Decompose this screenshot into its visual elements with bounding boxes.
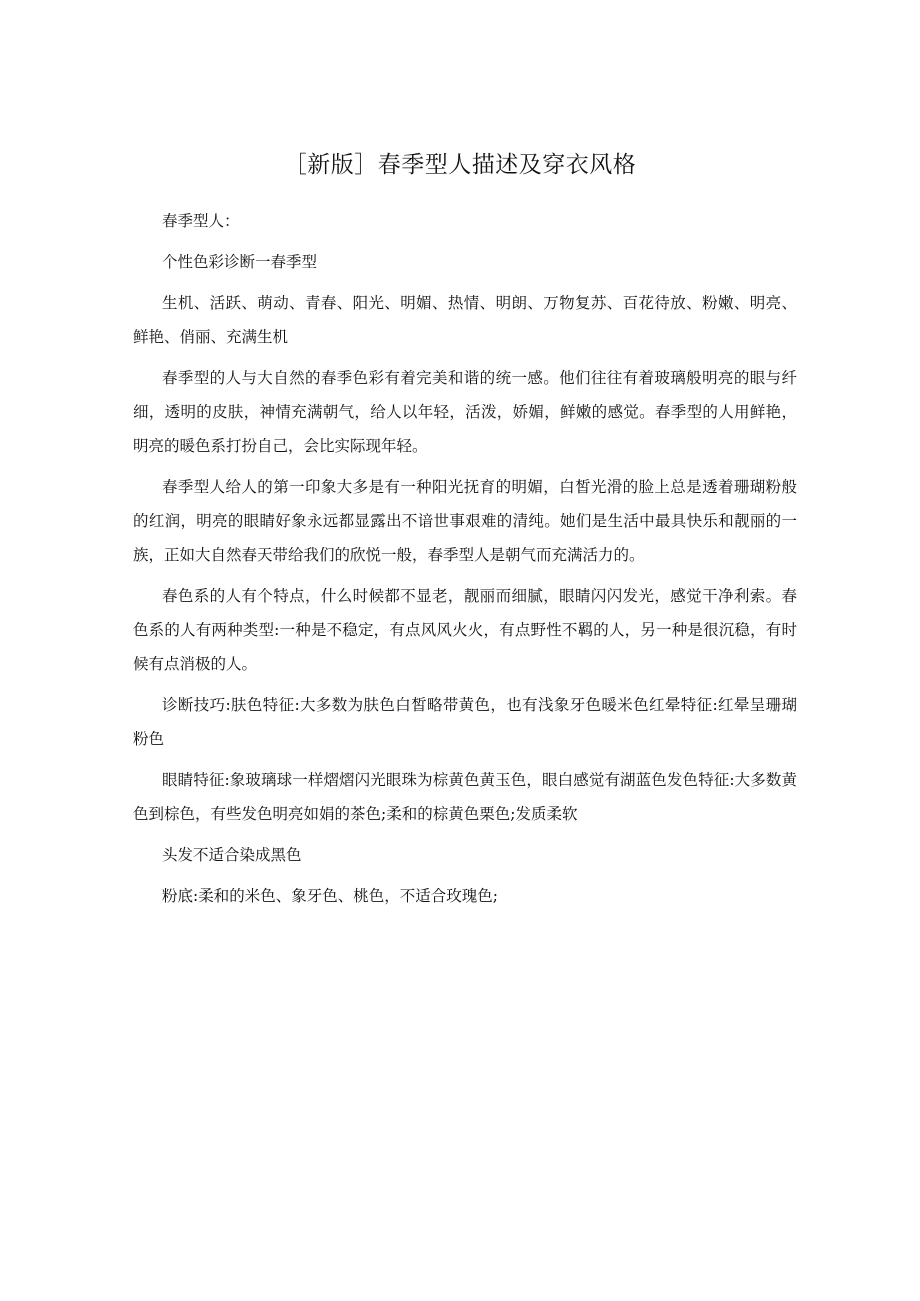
- paragraph-first-impression: 春季型人给人的第一印象大多是有一种阳光抚育的明媚，白皙光滑的脸上总是透着珊瑚粉般的红润，明亮的眼睛好象永远都显露出不谙世事艰难的清纯。她们是生活中最具快乐和靓丽的一族，正如大自然春天带给我们的欣悦一般，春季型人是朝气而充满活力的。: [133, 478, 797, 564]
- paragraph-harmony-description: 春季型的人与大自然的春季色彩有着完美和谐的统一感。他们往往有着玻璃般明亮的眼与纤细，透明的皮肤，神情充满朝气，给人以年轻，活泼，娇媚，鲜嫩的感觉。春季型的人用鲜艳，明亮的暖色系打扮自己，会比实际现年轻。: [133, 369, 797, 455]
- paragraph-hair-advice: 头发不适合染成黑色: [162, 846, 302, 864]
- paragraph-keywords: 生机、活跃、萌动、青春、阳光、明媚、热情、明朗、万物复苏、百花待放、粉嫩、明亮、鲜艳、俏丽、充满生机: [133, 294, 797, 346]
- document-title: ［新版］春季型人描述及穿衣风格: [283, 152, 637, 178]
- paragraph-foundation: 粉底:柔和的米色、象牙色、桃色，不适合玫瑰色;: [162, 887, 498, 905]
- paragraph-eye-hair-features: 眼睛特征:象玻璃球一样熠熠闪光眼珠为棕黄色黄玉色，眼白感觉有湖蓝色发色特征:大多数黄色到棕色，有些发色明亮如娟的茶色;柔和的棕黄色栗色;发质柔软: [133, 771, 797, 823]
- paragraph-skin-features: 诊断技巧:肤色特征:大多数为肤色白皙略带黄色，也有浅象牙色暖米色红晕特征:红晕呈珊瑚粉色: [133, 696, 797, 748]
- paragraph-spring-type-heading: 春季型人：: [162, 212, 240, 230]
- paragraph-diagnosis-subtitle: 个性色彩诊断一春季型: [162, 253, 318, 271]
- paragraph-traits: 春色系的人有个特点，什么时候都不显老，靓丽而细腻，眼睛闪闪发光，感觉干净利索。春色系的人有两种类型:一种是不稳定，有点风风火火，有点野性不羁的人，另一种是很沉稳，有时候有点消极的人。: [133, 587, 797, 673]
- document-body: [133, 204, 797, 920]
